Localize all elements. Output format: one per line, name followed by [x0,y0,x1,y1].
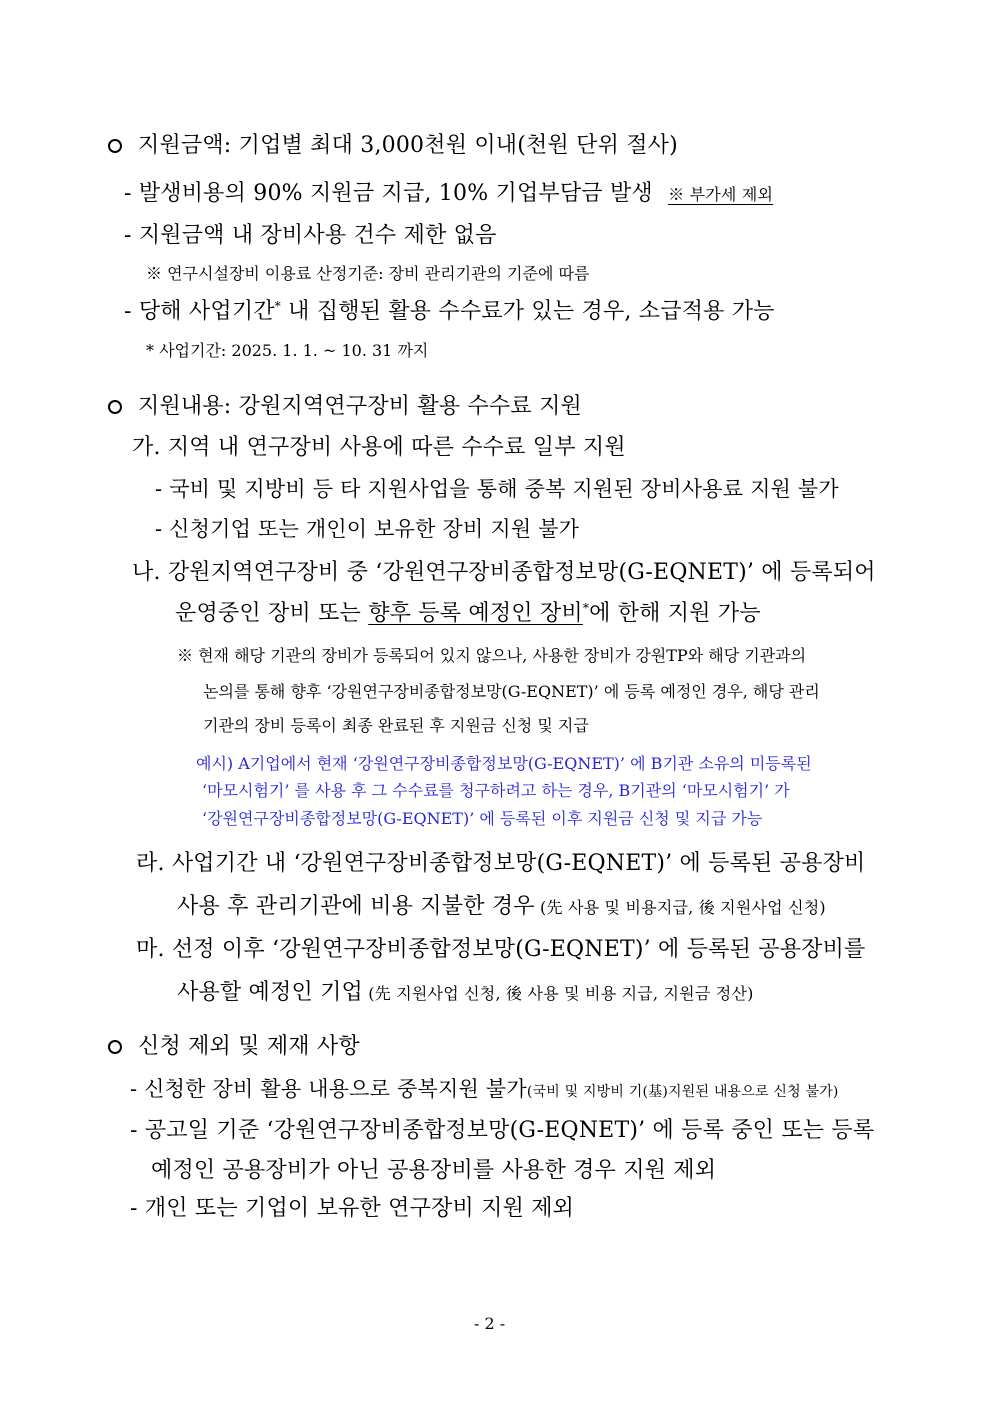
item-ga-sub2: - 신청기업 또는 개인이 보유한 장비 지원 불가 [155,517,580,541]
planned-equipment-underline: 향후 등록 예정인 장비 [368,601,583,626]
exclusion-line4: - 개인 또는 기업이 보유한 연구장비 지원 제외 [130,1196,575,1221]
business-period-note: * 사업기간: 2025. 1. 1. ~ 10. 31 까지 [146,341,429,360]
section-support-content-heading: 지원내용: 강원지역연구장비 활용 수수료 지원 [108,396,582,418]
circle-bullet-icon [108,1040,122,1054]
item-ra-line2: 사용 후 관리기관에 비용 지불한 경우 (先 사용 및 비용지급, 後 지원사업 신청) [177,894,826,919]
section-support-amount-heading: 지원금액: 기업별 최대 3,000천원 이내(천원 단위 절사) [108,135,678,157]
item-ra-line1: 라. 사업기간 내 ‘강원연구장비종합정보망(G-EQNET)’ 에 등록된 공용장비 [136,851,866,876]
registration-note-line2: 논의를 통해 향후 ‘강원연구장비종합정보망(G-EQNET)’ 에 등록 예정인 경우, 해당 관리 [203,682,820,701]
registration-note-line3: 기관의 장비 등록이 최종 완료된 후 지원금 신청 및 지급 [203,716,589,735]
support-ratio-line: - 발생비용의 90% 지원금 지급, 10% 기업부담금 발생 ※ 부가세 제외 [124,181,774,206]
no-usage-limit-line: - 지원금액 내 장비사용 건수 제한 없음 [124,223,497,248]
exclusion-line3: 예정인 공용장비가 아닌 공용장비를 사용한 경우 지원 제외 [151,1158,717,1183]
item-ga-sub1: - 국비 및 지방비 등 타 지원사업을 통해 중복 지원된 장비사용료 지원 불가 [155,477,839,501]
vat-excluded-note: ※ 부가세 제외 [668,185,774,204]
retroactive-line: - 당해 사업기간* 내 집행된 활용 수수료가 있는 경우, 소급적용 가능 [124,299,775,324]
item-ga: 가. 지역 내 연구장비 사용에 따른 수수료 일부 지원 [132,435,626,460]
item-na-line1: 나. 강원지역연구장비 중 ‘강원연구장비종합정보망(G-EQNET)’ 에 등록되어 [132,560,876,585]
example-line3: ‘강원연구장비종합정보망(G-EQNET)’ 에 등록된 이후 지원금 신청 및 지급 가능 [202,809,763,828]
circle-bullet-icon [108,139,122,153]
example-line2: ‘마모시험기’ 를 사용 후 그 수수료를 청구하려고 하는 경우, B기관의 ‘마모시험기’ 가 [202,781,790,800]
page-number: - 2 - [474,1314,506,1333]
registration-note-line1: ※ 현재 해당 기관의 장비가 등록되어 있지 않으나, 사용한 장비가 강원TP와 해당 기관과의 [177,646,807,665]
exclusion-line1: - 신청한 장비 활용 내용으로 중복지원 불가(국비 및 지방비 기(基)지원된 내용으로 신청 불가) [130,1077,839,1101]
item-ma-line2: 사용할 예정인 기업 (先 지원사업 신청, 後 사용 및 비용 지급, 지원금 정산) [177,980,754,1005]
section-exclusion-heading: 신청 제외 및 제재 사항 [108,1036,360,1058]
fee-standard-note: ※ 연구시설장비 이용료 산정기준: 장비 관리기관의 기준에 따름 [146,264,590,283]
exclusion-line2: - 공고일 기준 ‘강원연구장비종합정보망(G-EQNET)’ 에 등록 중인 또는 등록 [130,1118,875,1143]
item-ma-line1: 마. 선정 이후 ‘강원연구장비종합정보망(G-EQNET)’ 에 등록된 공용장비를 [136,937,866,962]
example-line1: 예시) A기업에서 현재 ‘강원연구장비종합정보망(G-EQNET)’ 에 B기관 소유의 미등록된 [196,754,812,773]
circle-bullet-icon [108,400,122,414]
item-na-line2: 운영중인 장비 또는 향후 등록 예정인 장비*에 한해 지원 가능 [175,601,761,626]
